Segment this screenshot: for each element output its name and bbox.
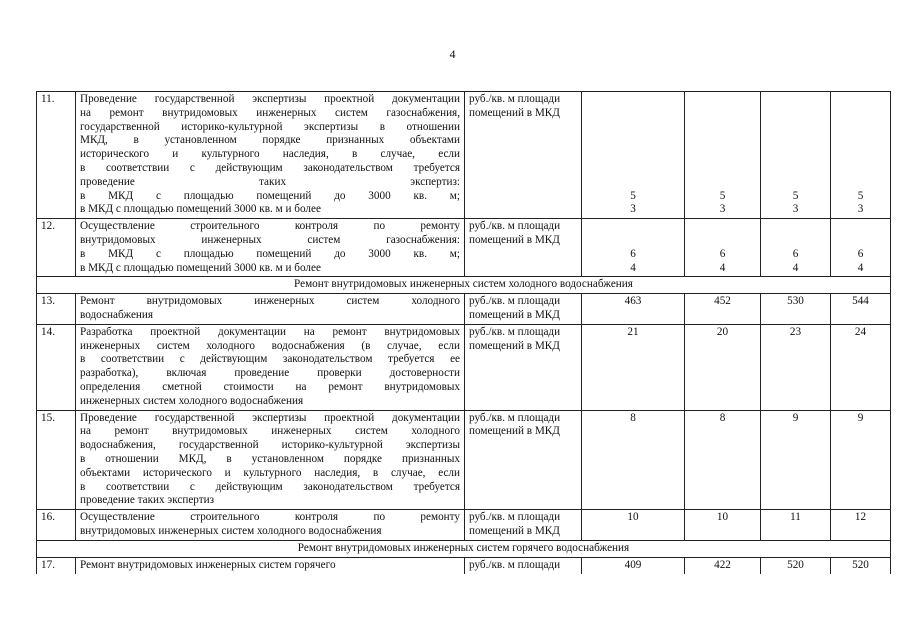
value-cell: 20: [685, 324, 761, 410]
value-line: 3: [719, 203, 726, 216]
value-cell: 21: [582, 324, 685, 410]
value-cell: [582, 219, 685, 277]
description-line: Проведение государственной экспертизы проектной документации: [80, 411, 460, 424]
description-line: водоснабжения, государственной историко-культурной экспертизы: [80, 439, 460, 452]
value-line: 5: [857, 189, 864, 202]
value-line: 6: [857, 247, 864, 260]
value-cell: [582, 92, 685, 219]
row-number: 16.: [37, 510, 76, 541]
value-line: 6: [630, 247, 636, 260]
row-number: 11.: [37, 92, 76, 219]
value-cell: [831, 92, 891, 219]
table-row: [37, 557, 891, 574]
description-line: проведение таких экспертиз:: [80, 175, 460, 188]
description-line: объектами исторического и культурного наследия, в случае, если: [80, 466, 460, 479]
unit-line: руб./кв. м площади: [469, 295, 561, 308]
description-line: Осуществление строительного контроля по ремонту: [80, 511, 460, 524]
description-line: в МКД с площадью помещений до 3000 кв. м;: [80, 247, 460, 260]
unit-line: руб./кв. м площади: [469, 511, 561, 524]
row-number: 12.: [37, 219, 76, 277]
description-line: Проведение государственной экспертизы проектной документации: [80, 93, 460, 105]
description-line: инженерных систем холодного водоснабжения (в случае, если: [80, 339, 460, 352]
unit-line: руб./кв. м площади: [469, 411, 561, 424]
row-description: [76, 510, 465, 541]
unit-line: помещений в МКД: [469, 106, 560, 119]
description-line: водоснабжения: [80, 308, 154, 321]
description-line: исторического и культурного наследия, в случае, если: [80, 148, 460, 161]
value-cell: [761, 92, 831, 219]
section-heading: Ремонт внутридомовых инженерных систем холодного водоснабжения: [37, 277, 891, 294]
value-cell: 10: [582, 510, 685, 541]
value-cell: 544: [831, 294, 891, 325]
page-number: 4: [449, 47, 456, 61]
value-cell: 530: [761, 294, 831, 325]
row-description: [76, 92, 465, 219]
value-cell: [831, 219, 891, 277]
section-heading: Ремонт внутридомовых инженерных систем горячего водоснабжения: [37, 540, 891, 557]
row-unit: [465, 557, 582, 574]
unit-line: помещений в МКД: [469, 233, 560, 246]
section-row: [37, 277, 891, 294]
description-line: в соответствии с действующим законодательством требуется ее: [80, 353, 460, 366]
value-cell: 9: [831, 410, 891, 510]
section-row: [37, 540, 891, 557]
value-line: 3: [630, 203, 636, 216]
description-line: МКД, в установленном порядке признанных объектами: [80, 134, 460, 147]
row-unit: [465, 294, 582, 325]
value-line: 6: [792, 247, 799, 260]
value-cell: 452: [685, 294, 761, 325]
row-unit: [465, 510, 582, 541]
value-cell: 9: [761, 410, 831, 510]
row-description: [76, 324, 465, 410]
table-row: [37, 219, 891, 277]
row-description: [76, 557, 465, 574]
description-line: в соответствии с действующим законодательством требуется: [80, 161, 460, 174]
value-line: 4: [792, 261, 799, 274]
table-row: [37, 294, 891, 325]
table-row: [37, 510, 891, 541]
unit-line: руб./кв. м площади: [469, 558, 561, 571]
value-cell: 11: [761, 510, 831, 541]
description-line: разработка), включая проведение проверки достоверности: [80, 367, 460, 380]
value-cell: 520: [761, 557, 831, 574]
value-cell: 8: [582, 410, 685, 510]
description-line: Осуществление строительного контроля по ремонту: [80, 220, 460, 233]
value-line: 5: [792, 189, 799, 202]
unit-line: помещений в МКД: [469, 339, 560, 352]
row-number: 15.: [37, 410, 76, 510]
value-line: 5: [630, 189, 636, 202]
value-cell: 10: [685, 510, 761, 541]
description-line: проведение таких экспертиз: [80, 494, 215, 507]
value-cell: 409: [582, 557, 685, 574]
value-cell: 8: [685, 410, 761, 510]
description-line: Разработка проектной документации на ремонт внутридомовых: [80, 325, 460, 338]
rates-table: [36, 91, 891, 574]
description-line: в отношении МКД, в установленном порядке признанных: [80, 452, 460, 465]
value-line: 3: [857, 203, 864, 216]
description-line: государственной историко-культурной экспертизы в отношении: [80, 120, 460, 133]
value-cell: 463: [582, 294, 685, 325]
value-line: 5: [719, 189, 726, 202]
value-line: 6: [719, 247, 726, 260]
row-number: 13.: [37, 294, 76, 325]
unit-line: помещений в МКД: [469, 308, 560, 321]
row-description: [76, 294, 465, 325]
row-number: 14.: [37, 324, 76, 410]
description-line: в МКД с площадью помещений до 3000 кв. м;: [80, 189, 460, 202]
description-line: в МКД с площадью помещений 3000 кв. м и более: [80, 203, 321, 216]
value-line: 3: [792, 203, 799, 216]
row-unit: [465, 92, 582, 219]
description-line: Ремонт внутридомовых инженерных систем холодного: [80, 295, 460, 308]
value-cell: 24: [831, 324, 891, 410]
unit-line: руб./кв. м площади: [469, 325, 561, 338]
table-row: [37, 92, 891, 219]
description-line: внутридомовых инженерных систем газоснабжения:: [80, 233, 460, 246]
description-line: в МКД с площадью помещений 3000 кв. м и более: [80, 261, 321, 274]
row-unit: [465, 219, 582, 277]
value-cell: [685, 92, 761, 219]
value-line: 4: [630, 261, 636, 274]
value-line: 4: [857, 261, 864, 274]
row-unit: [465, 410, 582, 510]
unit-line: помещений в МКД: [469, 524, 560, 537]
value-cell: 520: [831, 557, 891, 574]
description-line: на ремонт внутридомовых инженерных систем холодного: [80, 425, 460, 438]
value-cell: 12: [831, 510, 891, 541]
value-cell: [761, 219, 831, 277]
description-line: в соответствии с действующим законодательством требуется: [80, 480, 460, 493]
description-line: инженерных систем холодного водоснабжения: [80, 394, 304, 407]
row-number: 17.: [37, 557, 76, 574]
value-cell: 422: [685, 557, 761, 574]
row-description: [76, 410, 465, 510]
unit-line: руб./кв. м площади: [469, 220, 561, 233]
value-cell: 23: [761, 324, 831, 410]
table-row: [37, 410, 891, 510]
description-line: определения сметной стоимости на ремонт внутридомовых: [80, 380, 460, 393]
description-line: Ремонт внутридомовых инженерных систем горячего: [80, 558, 336, 571]
unit-line: руб./кв. м площади: [469, 93, 561, 105]
description-line: на ремонт внутридомовых инженерных систем газоснабжения,: [80, 106, 460, 119]
row-unit: [465, 324, 582, 410]
table-row: [37, 324, 891, 410]
row-description: [76, 219, 465, 277]
rates-table-body: [37, 92, 891, 574]
value-line: 4: [719, 261, 726, 274]
description-line: внутридомовых инженерных систем холодного водоснабжения: [80, 524, 382, 537]
value-cell: [685, 219, 761, 277]
unit-line: помещений в МКД: [469, 425, 560, 438]
